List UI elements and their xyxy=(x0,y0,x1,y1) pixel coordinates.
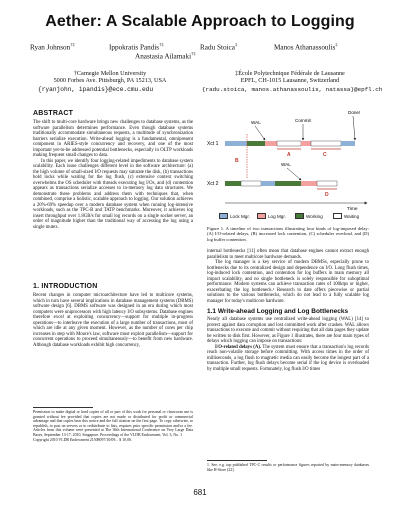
body-paragraph: Nearly all database systems use centralized write-ahead logging (WAL) [14] to protect against data corruption and lost committed work after crashes. WAL allows transactions to execute and commit without requiring that all data pages they update be written to disk first. However, as Figure 1 illustrates, there are four main types of delays which logging can impose on transactions: xyxy=(207,317,369,344)
section-1-1-heading: 1.1 Write-ahead Logging and Log Bottlenecks xyxy=(207,308,349,315)
waiting-bar xyxy=(317,181,337,186)
affiliation-epfl: ‡École Polytechnique Fédérale de Lausanne EPFL, CH-1015 Lausanne, Switzerland xyxy=(235,70,345,85)
body-paragraph: I/O-related delays (A). The system must ensure that a transaction's log records reach non-volatile storage before committing. With access times in the order of milliseconds, a log flush to magnetic media can easily become the longest part of a transaction. Further, log flush delays become serial if the log device is overloaded by multiple small requests. Fortunately, log flush I/O times xyxy=(207,344,369,372)
delay-d-label: D xyxy=(325,192,329,198)
affiliation-cmu: †Carnegie Mellon University 5000 Forbes Ave. Pittsburgh, PA 15213, USA xyxy=(53,70,167,85)
figure-caption: Figure 1. A timeline of two transactions illustrating four kinds of log-imposed delay: (A) I/O-related delays, (B) increased lock contention, (C) scheduler overload, and (D) log buffer contention. xyxy=(207,226,369,242)
delay-b-label: B xyxy=(235,158,239,164)
right-column-text xyxy=(207,249,369,372)
page-number: 681 xyxy=(193,488,207,497)
waiting-bar xyxy=(311,141,341,146)
commit-label: Commit xyxy=(295,118,311,123)
footnote-1: 1. See, e.g. top published TPC-C results or performance figures reported by main-memory databases like H-Store [22]. xyxy=(207,463,369,472)
introduction-heading: 1. INTRODUCTION xyxy=(33,283,98,290)
legend-lock-mgr: Lock Mgr. xyxy=(219,213,250,219)
working-bar xyxy=(275,181,301,186)
legend-swatch xyxy=(295,213,304,219)
legend-swatch xyxy=(257,213,266,219)
legend-waiting: Waiting xyxy=(333,213,359,219)
waiting-bar xyxy=(241,181,261,186)
xct2-label: Xct 2 xyxy=(207,181,219,187)
legend-log-mgr: Log Mgr. xyxy=(257,213,286,219)
log-mgr-bar xyxy=(301,141,311,146)
wal-arrow xyxy=(287,168,301,180)
introduction-section xyxy=(33,283,193,348)
working-bar xyxy=(225,181,241,186)
delay-a-label: A xyxy=(287,152,291,158)
author-name: Anastasia Ailamaki†‡ xyxy=(135,51,196,61)
legend-swatch xyxy=(219,213,228,219)
footnote-divider xyxy=(207,460,267,461)
abstract-heading: ABSTRACT xyxy=(33,110,74,117)
waiting-bar xyxy=(277,141,301,146)
lock-mgr-bar xyxy=(261,181,275,186)
abstract-paragraph: The shift to multi-core hardware brings new challenges to database systems, as the software parallelism determines performance. Even though database systems traditionally accommodate simultaneous requests, a multitude of synchronization barriers serialize execution. Write-ahead logging is a fundamental, omnipresent component in ARIES-style concurrency and recovery, and one of the most important yet-to-be addressed potential bottlenecks, especially in OLTP workloads making frequent small changes to data. xyxy=(33,120,193,158)
log-mgr-bar xyxy=(265,141,277,146)
done-arrow xyxy=(353,116,355,140)
paper-title: Aether: A Scalable Approach to Logging xyxy=(45,13,355,30)
legend-working: Working xyxy=(295,213,323,219)
author-name: Manos Athanassoulis‡ xyxy=(274,42,338,52)
working-bar xyxy=(247,141,265,146)
delay-c-label: C xyxy=(323,152,327,158)
body-paragraph: internal bottlenecks [11] often mean that database engines cannot extract enough parallelism to meet multicore hardware demands. xyxy=(207,249,369,260)
permission-footnote: Permission to make digital or hard copies of all or part of this work for personal or classroom use is granted without fee provided that copies are not made or distributed for profit or commercial advantage and that copies bear this notice and the full citation on the first page. To copy otherwise, to republish, to post on servers or to redistribute to lists, requires prior specific permission and/or a fee. Articles from this volume were presented at The 36th International Conference on Very Large Data Bases, September 13-17, 2010, Singapore. Proceedings of the VLDB Endowment, Vol. 3, No. 1 Copyright 2010 VLDB Endowment 21508097/10/09... $ 10.00. xyxy=(33,410,193,442)
legend-swatch xyxy=(333,213,342,219)
introduction-paragraph: Recent changes in computer microarchitecture have led to multicore systems, which in turn have several implications in database management systems (DBMS) software design [6]. DBMS software was designed in an era during which most computers were uniprocessors with high latency I/O subsystems. Database engines therefore excel at exploiting concurrency—support for multiple in-progress operations—to interleave the execution of a large number of transactions, most of which are idle at any given moment. However, as the number of cores per chip increases in step with Moore's law, software must exploit parallelism—support for concurrent operations to proceed simultaneously—to benefit from new hardware. Although database workloads exhibit high concurrency, xyxy=(33,293,193,348)
log-mgr-bar xyxy=(301,181,317,186)
figure-legend xyxy=(207,213,371,222)
author-name: Radu Stoica‡ xyxy=(200,42,238,52)
lock-mgr-bar xyxy=(341,141,355,146)
email-cmu: {ryanjohn, ipandis}@ece.cmu.edu xyxy=(38,86,154,93)
wal-label: WAL xyxy=(251,120,261,125)
body-paragraph: The log manager is a key service of modern DBMSs, especially prone to bottlenecks due to its centralized design and dependence on I/O. Long flush times, log-induced lock contention, and contention for log buffers in main memory all impact scalability, and no single bottleneck is solely responsible for suboptimal performance. Modern systems can achieve transaction rates of 100ktps or higher, exacerbating the log bottleneck.¹ Research to date offers piecewise or partial solutions to the various bottlenecks, which do not lead to a fully scalable log manager for today's multicore hardware. xyxy=(207,260,369,304)
author-name: Ryan Johnson†‡ xyxy=(30,42,75,52)
footnote-divider xyxy=(33,407,93,408)
time-axis-label: Time xyxy=(347,207,358,212)
author-name: Ippokratis Pandis†‡ xyxy=(109,42,164,52)
email-epfl: {radu.stoica, manos.athanassoulis, natassa}@epfl.ch xyxy=(202,86,383,93)
wal-arrow xyxy=(255,126,265,140)
abstract-section xyxy=(33,110,193,230)
figure-1-timeline xyxy=(207,106,371,212)
abstract-paragraph: In this paper, we identify four logging-related impediments to database system scalability. Each issue challenges different level in the software architecture: (a) the high volume of small-sized I/O requests may saturate the disk, (b) transactions hold locks while waiting for the log flush, (c) extensive context switching overwhelms the OS scheduler with threads executing log I/Os, and (d) contention appears as transactions serialize accesses to in-memory log data structures. We demonstrate these problems and address them with techniques that, when combined, comprise a holistic, scalable approach to logging. Our solution achieves a 20%-69% speedup over a modern database system when running log-intensive workloads, such as the TPC-B and TATP benchmarks. Moreover, it achieves log insert throughput over 1.8GB/s for small log records on a single socket server, an order of magnitude higher than the traditional way of accessing the log using a single mutex. xyxy=(33,158,193,230)
lock-mgr-bar xyxy=(225,141,247,146)
wal-label: WAL xyxy=(281,162,291,167)
done-label: Done! xyxy=(348,110,361,115)
xct1-label: Xct 1 xyxy=(207,141,219,147)
